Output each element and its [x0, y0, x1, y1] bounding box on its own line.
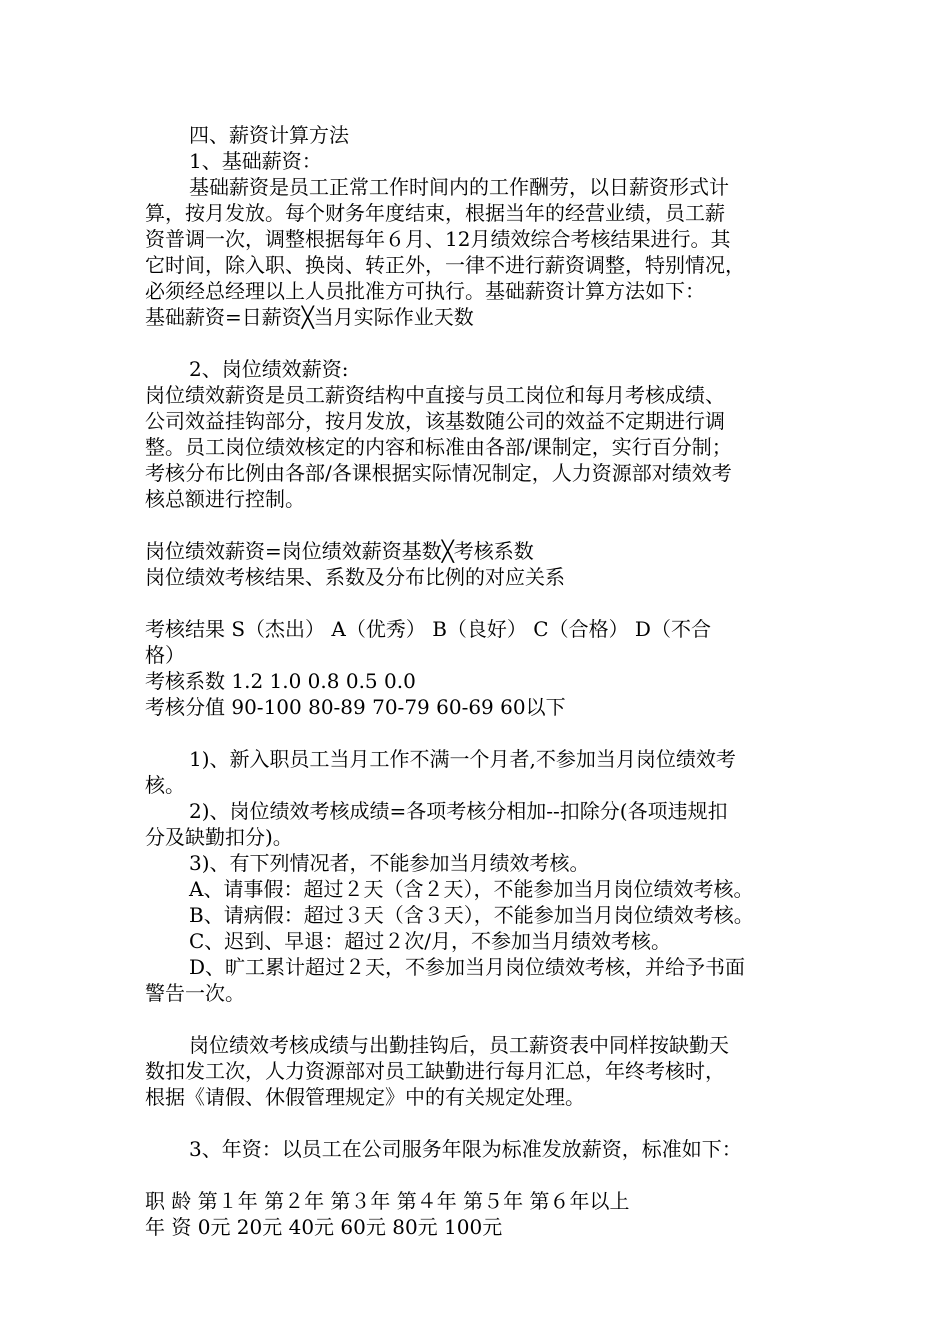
performance-formula: 岗位绩效薪资=岗位绩效薪资基数╳考核系数 — [145, 539, 534, 563]
rule-item: A、请事假：超过２天（含２天），不能参加当月岗位绩效考核。 — [189, 877, 754, 901]
attendance-para-line: 数扣发工次，人力资源部对员工缺勤进行每月汇总，年终考核时， — [145, 1059, 725, 1083]
seniority-years-row: 职 龄 第１年 第２年 第３年 第４年 第５年 第６年以上 — [145, 1189, 630, 1213]
assessment-score-row: 考核分值 90-100 80-89 70-79 60-69 60以下 — [145, 695, 566, 719]
performance-para-line: 岗位绩效薪资是员工薪资结构中直接与员工岗位和每月考核成绩、 — [145, 383, 725, 407]
rule-item: 2)、岗位绩效考核成绩=各项考核分相加--扣除分(各项违规扣 — [189, 799, 728, 823]
assessment-coefficient-row: 考核系数 1.2 1.0 0.8 0.5 0.0 — [145, 669, 416, 693]
assessment-result-row: 考核结果 S（杰出） A（优秀） B（良好） C（合格） D（不合 — [145, 617, 711, 641]
rule-item: D、旷工累计超过２天，不参加当月岗位绩效考核，并给予书面 — [189, 955, 746, 979]
attendance-para-line: 岗位绩效考核成绩与出勤挂钩后，员工薪资表中同样按缺勤天 — [189, 1033, 729, 1057]
spacer — [145, 1110, 825, 1136]
rule-item: C、迟到、早退：超过２次/月，不参加当月绩效考核。 — [189, 929, 672, 953]
assessment-result-row-cont: 格） — [145, 643, 185, 667]
seniority-pay-row: 年 资 0元 20元 40元 60元 80元 100元 — [145, 1215, 503, 1239]
spacer — [145, 590, 825, 616]
performance-salary-title: 2、岗位绩效薪资: — [189, 357, 349, 381]
rule-item-cont: 核。 — [145, 773, 185, 797]
basic-salary-para-line: 基础薪资是员工正常工作时间内的工作酬劳，以日薪资形式计 — [189, 175, 729, 199]
performance-relation-title: 岗位绩效考核结果、系数及分布比例的对应关系 — [145, 565, 565, 589]
rule-item-cont: 警告一次。 — [145, 981, 245, 1005]
spacer — [145, 1162, 825, 1188]
basic-salary-title: 1、基础薪资： — [189, 149, 322, 173]
rule-item: B、请病假：超过３天（含３天），不能参加当月岗位绩效考核。 — [189, 903, 754, 927]
basic-salary-formula: 基础薪资=日薪资╳当月实际作业天数 — [145, 305, 474, 329]
performance-para-line: 核总额进行控制。 — [145, 487, 305, 511]
performance-para-line: 整。员工岗位绩效核定的内容和标准由各部/课制定，实行百分制； — [145, 435, 732, 459]
performance-para-line: 考核分布比例由各部/各课根据实际情况制定，人力资源部对绩效考 — [145, 461, 732, 485]
rule-item: 3)、有下列情况者，不能参加当月绩效考核。 — [189, 851, 590, 875]
rule-item: 1)、新入职员工当月工作不满一个月者,不参加当月岗位绩效考 — [189, 747, 736, 771]
spacer — [145, 720, 825, 746]
basic-salary-para-line: 资普调一次，调整根据每年６月、12月绩效综合考核结果进行。其 — [145, 227, 731, 251]
basic-salary-para-line: 必须经总经理以上人员批准方可执行。基础薪资计算方法如下： — [145, 279, 705, 303]
spacer — [145, 1006, 825, 1032]
basic-salary-para-line: 它时间，除入职、换岗、转正外，一律不进行薪资调整，特别情况， — [145, 253, 745, 277]
spacer — [145, 512, 825, 538]
performance-para-line: 公司效益挂钩部分，按月发放，该基数随公司的效益不定期进行调 — [145, 409, 725, 433]
document-page — [145, 122, 825, 1240]
attendance-para-line: 根据《请假、休假管理规定》中的有关规定处理。 — [145, 1085, 585, 1109]
seniority-title: 3、年资：以员工在公司服务年限为标准发放薪资，标准如下： — [189, 1137, 742, 1161]
spacer — [145, 330, 825, 356]
section-heading: 四、薪资计算方法 — [189, 123, 349, 147]
basic-salary-para-line: 算，按月发放。每个财务年度结束，根据当年的经营业绩，员工薪 — [145, 201, 725, 225]
rule-item-cont: 分及缺勤扣分)。 — [145, 825, 293, 849]
